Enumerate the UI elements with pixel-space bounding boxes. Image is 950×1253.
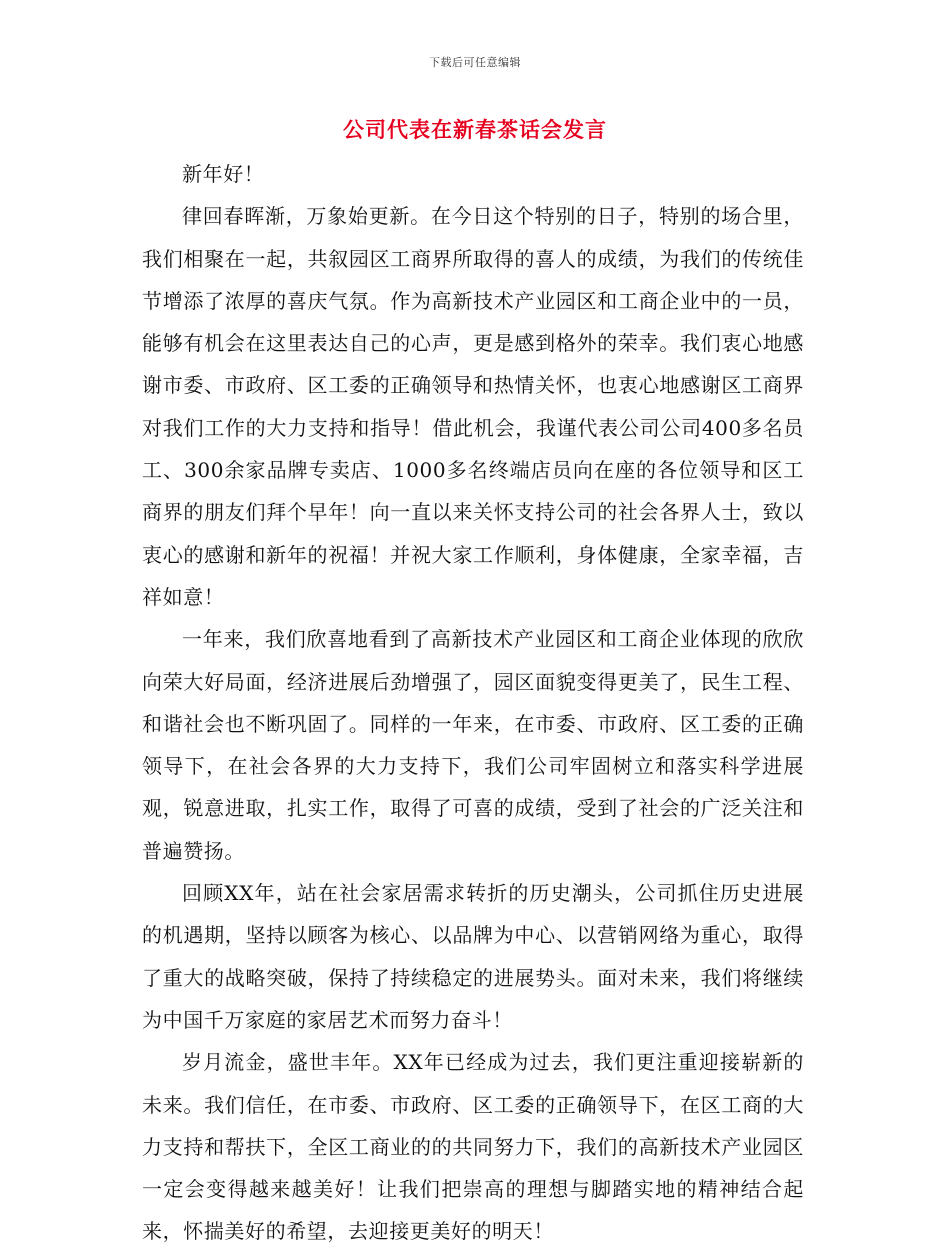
paragraph-greeting: 新年好！ <box>182 162 265 186</box>
paragraph-opening: 律回春晖渐，万象始更新。在今日这个特别的日子，特别的场合里，我们相聚在一起，共叙园区工商界所取得的喜人的成绩，为我们的传统佳节增添了浓厚的喜庆气氛。作为高新技术产业园区和工商企业中的一员，能够有机会在这里表达自己的心声，更是感到格外的荣幸。我们衷心地感谢市委、市政府、区工委的正确领导和热情关怀，也衷心地感谢区工商界对我们工作的大力支持和指导！借此机会，我谨代表公司公司400多名员工、300余家品牌专卖店、1000多名终端店员向在座的各位领导和区工商界的朋友们拜个早年！向一直以来关怀支持公司的社会各界人士，致以衷心的感谢和新年的祝福！并祝大家工作顺利，身体健康，全家幸福，吉祥如意！ <box>142 204 804 609</box>
header-note: 下载后可任意编辑 <box>429 56 521 69</box>
document-title: 公司代表在新春茶话会发言 <box>343 117 607 142</box>
paragraph-year-review: 一年来，我们欣喜地看到了高新技术产业园区和工商企业体现的欣欣向荣大好局面，经济进展后劲增强了，园区面貌变得更美了，民生工程、和谐社会也不断巩固了。同样的一年来，在市委、市政府、区工委的正确领导下，在社会各界的大力支持下，我们公司牢固树立和落实科学进展观，锐意进取，扎实工作，取得了可喜的成绩，受到了社会的广泛关注和普遍赞扬。 <box>142 627 804 863</box>
document-body <box>142 153 804 1253</box>
paragraph-closing: 岁月流金，盛世丰年。XX年已经成为过去，我们更注重迎接崭新的未来。我们信任，在市委、市政府、区工委的正确领导下，在区工商的大力支持和帮扶下，全区工商业的的共同努力下，我们的高新技术产业园区一定会变得越来越美好！让我们把崇高的理想与脚踏实地的精神结合起来，怀揣美好的希望，去迎接更美好的明天！ <box>142 1050 804 1244</box>
paragraph-company-review: 回顾XX年，站在社会家居需求转折的历史潮头，公司抓住历史进展的机遇期，坚持以顾客为核心、以品牌为中心、以营销网络为重心，取得了重大的战略突破，保持了持续稳定的进展势头。面对未来，我们将继续为中国千万家庭的家居艺术而努力奋斗！ <box>142 881 804 1032</box>
